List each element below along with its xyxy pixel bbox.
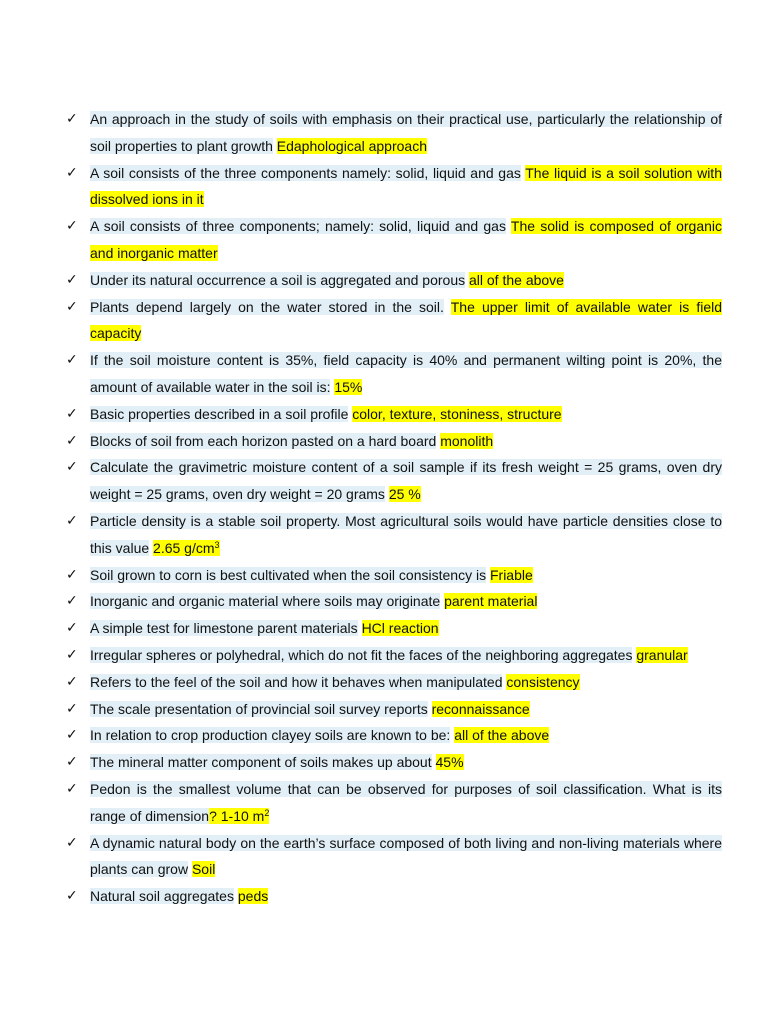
list-item [66, 776, 722, 830]
question-text: Blocks of soil from each horizon pasted on a hard board [90, 432, 437, 449]
answer-highlight: 25 % [388, 486, 421, 503]
question-text: The scale presentation of provincial soil survey reports [90, 700, 428, 717]
question-text: If the soil moisture content is 35%, field capacity is 40% and permanent wilting point is 20%, the amount of available water in the soil is: [90, 352, 722, 395]
answer-highlight: monolith [440, 432, 494, 449]
list-item [66, 830, 722, 884]
item-text [90, 401, 722, 428]
check-mark-icon: ✓ [66, 700, 78, 717]
item-text [90, 830, 722, 884]
question-text: A soil consists of three components; namely: solid, liquid and gas [90, 218, 506, 235]
item-text [90, 294, 722, 348]
answer-highlight: granular [636, 646, 688, 663]
list-item [66, 615, 722, 642]
list-item [66, 267, 722, 294]
item-text [90, 615, 722, 642]
question-text: Soil grown to corn is best cultivated when the soil consistency is [90, 566, 487, 583]
list-item [66, 642, 722, 669]
item-text [90, 160, 722, 214]
item-text [90, 642, 722, 669]
check-mark-icon: ✓ [66, 298, 78, 315]
item-text [90, 562, 722, 589]
check-mark-icon: ✓ [66, 566, 78, 583]
item-text [90, 106, 722, 160]
question-text: Calculate the gravimetric moisture content of a soil sample if its fresh weight = 25 grams, oven dry weight = 25 grams, oven dry weight = 20 grams [90, 459, 722, 503]
answer-highlight: HCl reaction [361, 620, 439, 637]
answer-highlight: reconnaissance [431, 700, 530, 717]
answer-highlight: The upper limit of available water is field capacity [90, 298, 723, 342]
list-item [66, 508, 722, 562]
item-text [90, 428, 722, 455]
list-item [66, 883, 722, 910]
answer-highlight [209, 808, 269, 824]
list-item [66, 454, 722, 508]
check-mark-icon: ✓ [66, 646, 78, 663]
check-mark-icon: ✓ [66, 271, 78, 288]
list-item [66, 696, 722, 723]
question-text: Inorganic and organic material where soils may originate [90, 593, 441, 610]
list-item [66, 347, 722, 401]
answer-highlight: parent material [444, 593, 538, 610]
item-text [90, 696, 722, 723]
item-text [90, 454, 722, 508]
question-text: Refers to the feel of the soil and how it behaves when manipulated [90, 673, 503, 690]
question-text: A soil consists of the three components namely: solid, liquid and gas [90, 164, 521, 181]
question-text: A simple test for limestone parent materials [90, 620, 358, 637]
check-mark-icon: ✓ [66, 593, 78, 610]
answer-highlight: 45% [435, 754, 464, 771]
list-item [66, 562, 722, 589]
answer-highlight: all of the above [469, 271, 564, 288]
check-mark-icon: ✓ [66, 432, 78, 449]
superscript: 3 [214, 539, 220, 550]
answer-text: 2.65 g/cm [153, 539, 215, 556]
answer-highlight: 15% [334, 378, 363, 395]
answer-highlight: The liquid is a soil solution with dissolved ions in it [90, 164, 722, 208]
question-text: Natural soil aggregates [90, 888, 234, 905]
list-item [66, 722, 722, 749]
question-text: The mineral matter component of soils makes up about [90, 754, 432, 771]
question-text: Particle density is a stable soil property. Most agricultural soils would have particle densities close to this value [90, 512, 722, 556]
list-item [66, 213, 722, 267]
question-text: Irregular spheres or polyhedral, which do not fit the faces of the neighboring aggregates [90, 646, 633, 663]
item-text [90, 267, 722, 294]
item-text [90, 347, 722, 401]
answer-highlight: Friable [489, 566, 533, 583]
check-mark-icon: ✓ [66, 780, 78, 797]
list-item [66, 428, 722, 455]
check-mark-icon: ✓ [66, 164, 78, 181]
item-text [90, 749, 722, 776]
list-item [66, 749, 722, 776]
answer-list [66, 106, 722, 910]
answer-highlight: color, texture, stoniness, structure [352, 405, 562, 422]
check-mark-icon: ✓ [66, 352, 78, 369]
check-mark-icon: ✓ [66, 727, 78, 744]
item-text [90, 508, 722, 562]
check-mark-icon: ✓ [66, 673, 78, 690]
item-text [90, 669, 722, 696]
check-mark-icon: ✓ [66, 754, 78, 771]
list-item [66, 401, 722, 428]
superscript: 2 [264, 807, 270, 818]
check-mark-icon: ✓ [66, 888, 78, 905]
check-mark-icon: ✓ [66, 620, 78, 637]
answer-highlight [153, 540, 220, 556]
list-item [66, 106, 722, 160]
item-text [90, 588, 722, 615]
item-text [90, 776, 722, 830]
question-text: A dynamic natural body on the earth’s surface composed of both living and non-living materials where plants can grow [90, 834, 722, 878]
check-mark-icon: ✓ [66, 405, 78, 422]
answer-highlight: The solid is composed of organic and inorganic matter [90, 218, 723, 261]
list-item [66, 160, 722, 214]
answer-highlight: Soil [191, 861, 216, 878]
question-text: Under its natural occurrence a soil is aggregated and porous [90, 271, 466, 288]
list-item [66, 294, 722, 348]
check-mark-icon: ✓ [66, 459, 78, 476]
check-mark-icon: ✓ [66, 512, 78, 529]
answer-highlight: peds [237, 888, 269, 905]
question-text: In relation to crop production clayey soils are known to be: [90, 727, 451, 744]
check-mark-icon: ✓ [66, 834, 78, 851]
answer-highlight: Edaphological approach [276, 137, 427, 154]
item-text [90, 213, 722, 267]
item-text [90, 722, 722, 749]
question-text: Basic properties described in a soil profile [90, 405, 349, 422]
check-mark-icon: ✓ [66, 218, 78, 235]
question-text: Pedon is the smallest volume that can be observed for purposes of soil classification. What is its range of dimension [90, 780, 722, 824]
answer-text: ? 1-10 m [209, 807, 265, 824]
list-item [66, 588, 722, 615]
answer-highlight: consistency [506, 673, 580, 690]
check-mark-icon: ✓ [66, 111, 78, 127]
question-text: An approach in the study of soils with emphasis on their practical use, particularly the relationship of soil properties to plant growth [90, 111, 722, 154]
item-text [90, 883, 722, 910]
answer-highlight: all of the above [454, 727, 550, 744]
list-item [66, 669, 722, 696]
question-text: Plants depend largely on the water stored in the soil. [90, 298, 444, 315]
